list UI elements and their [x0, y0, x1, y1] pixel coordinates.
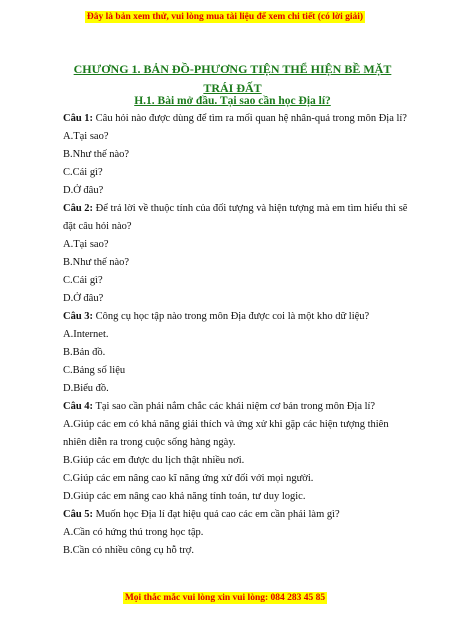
question-label: Câu 5:: [63, 509, 94, 520]
option-b: B.Cần có nhiều công cụ hỗ trợ.: [63, 545, 194, 556]
option-d: D.Ở đâu?: [63, 293, 104, 304]
question-text: Câu hỏi nào được dùng để tìm ra mối quan hệ nhân-quả trong môn Địa lí?: [95, 113, 407, 124]
question-5: [63, 506, 408, 524]
question-4: [63, 398, 408, 416]
option-c: C.Cái gì?: [63, 167, 103, 178]
option-b: B.Như thế nào?: [63, 257, 130, 268]
header-notice: [0, 6, 450, 24]
question-label: Câu 1:: [63, 113, 94, 124]
option-c: C.Bảng số liệu: [63, 365, 126, 376]
question-text: Công cụ học tập nào trong môn Địa được coi là một kho dữ liệu?: [95, 311, 370, 322]
question-label: Câu 4:: [63, 401, 94, 412]
option-a: A.Giúp các em có khả năng giải thích và ứng xử khi gặp các hiện tượng thiên nhiên diễn ra trong cuộc sống hàng ngày.: [63, 419, 389, 448]
question-label: Câu 2:: [63, 203, 94, 214]
chapter-title: CHƯƠNG 1. BẢN ĐỒ-PHƯƠNG TIỆN THỂ HIỆN BỀ MẶT TRÁI ĐẤT: [73, 62, 392, 95]
option-b: B.Giúp các em được du lịch thật nhiều nơi.: [63, 455, 245, 466]
option-d: D.Biểu đồ.: [63, 383, 109, 394]
option-b: B.Như thế nào?: [63, 149, 130, 160]
question-list: [63, 110, 408, 560]
option-a: A.Internet.: [63, 329, 109, 340]
option-a: A.Tại sao?: [63, 239, 109, 250]
footer-notice: [0, 587, 450, 605]
section-title: H.1. Bài mở đầu. Tại sao cần học Địa lí?: [134, 95, 331, 107]
question-text: Tại sao cần phải nắm chắc các khái niệm cơ bản trong môn Địa lí?: [95, 401, 376, 412]
question-1: [63, 110, 408, 128]
question-text: Muốn học Địa lí đạt hiệu quả cao các em cần phải làm gì?: [95, 509, 340, 520]
question-2: [63, 200, 408, 236]
option-d: D.Giúp các em nâng cao khả năng tính toán, tư duy logic.: [63, 491, 306, 502]
question-label: Câu 3:: [63, 311, 94, 322]
footer-notice-text: Mọi thắc mắc vui lòng xin vui lòng: 084 283 45 85: [124, 593, 326, 603]
header-notice-text: Đây là bản xem thử, vui lòng mua tài liệu để xem chi tiết (có lời giải): [86, 12, 364, 22]
option-c: C.Cái gì?: [63, 275, 103, 286]
option-c: C.Giúp các em nâng cao kĩ năng ứng xử đối với mọi người.: [63, 473, 314, 484]
option-a: A.Tại sao?: [63, 131, 109, 142]
question-text: Để trả lời về thuộc tính của đối tượng và hiện tượng mà em tìm hiểu thì sẽ đặt câu hỏi nào?: [63, 203, 408, 232]
option-b: B.Bản đồ.: [63, 347, 106, 358]
option-d: D.Ở đâu?: [63, 185, 104, 196]
option-a: A.Cần có hứng thú trong học tập.: [63, 527, 204, 538]
question-3: [63, 308, 408, 326]
